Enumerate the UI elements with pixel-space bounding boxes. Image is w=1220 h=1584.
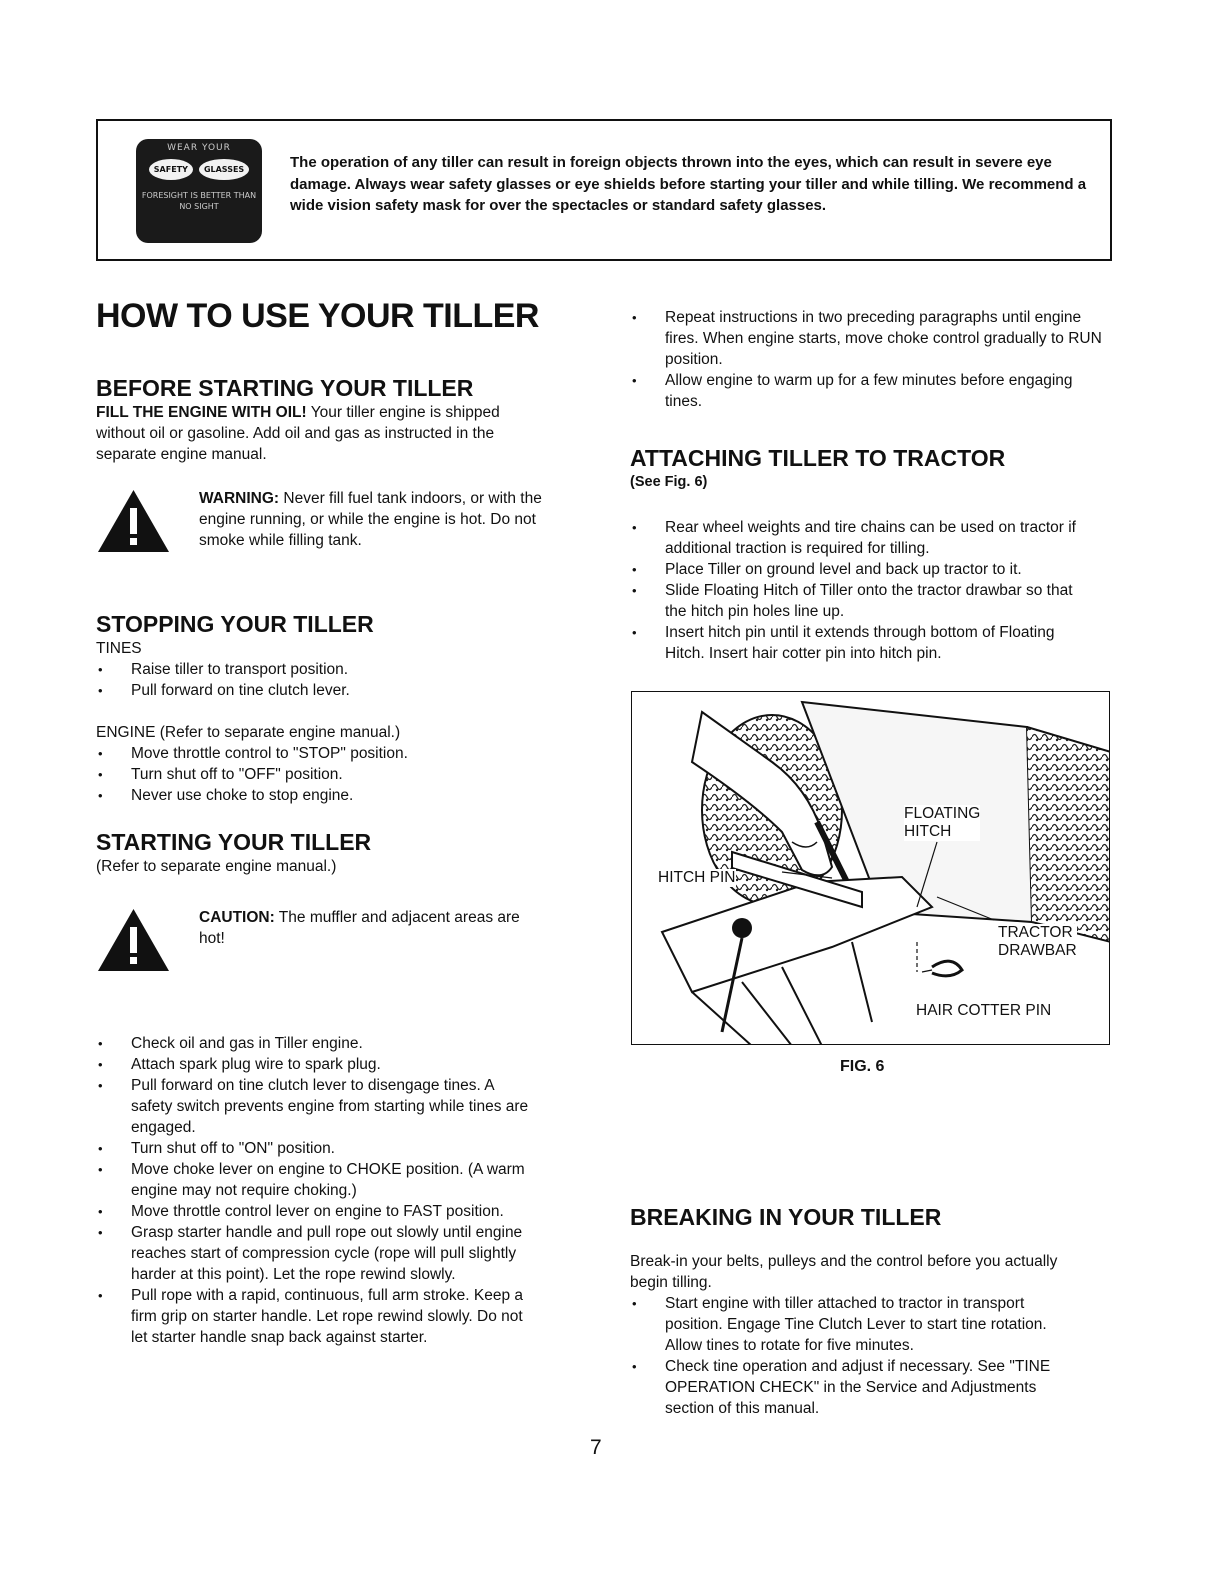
list-item: • Repeat instructions in two preceding paragraphs until engine fires. When engine starts, move choke control gradually to RUN position.	[630, 307, 1110, 370]
list-item: • Turn shut off to "OFF" position.	[96, 764, 586, 785]
list-item: • Check oil and gas in Tiller engine.	[96, 1033, 536, 1054]
right-column	[630, 307, 1110, 664]
list-item: • Allow engine to warm up for a few minutes before engaging tines.	[630, 370, 1110, 412]
floating-hitch-label	[904, 805, 980, 841]
warning-label: WARNING:	[199, 490, 280, 507]
fill-oil-text: Your tiller engine is shipped without oil or gasoline. Add oil and gas as instructed in the separate engine manual.	[96, 404, 500, 463]
breaking-in-intro: Break-in your belts, pulleys and the control before you actually begin tilling.	[630, 1253, 1058, 1291]
list-item: • Raise tiller to transport position.	[96, 659, 586, 680]
page-title: HOW TO USE YOUR TILLER	[96, 297, 539, 335]
list-item: • Move throttle control to "STOP" position.	[96, 743, 586, 764]
breaking-in-heading: BREAKING IN YOUR TILLER	[630, 1204, 942, 1230]
attaching-list	[630, 517, 1090, 664]
list-item: • Pull forward on tine clutch lever.	[96, 680, 586, 701]
engine-list	[96, 743, 586, 806]
list-item: • Attach spark plug wire to spark plug.	[96, 1054, 536, 1075]
muffler-caution	[96, 907, 586, 973]
safety-glasses-badge-icon	[136, 139, 262, 243]
page-number: 7	[590, 1436, 602, 1459]
list-item: • Start engine with tiller attached to tractor in transport position. Engage Tine Clutch Lever to start tine rotation. Allow tines to rotate for five minutes.	[630, 1293, 1080, 1356]
stopping-heading: STOPPING YOUR TILLER	[96, 611, 374, 637]
tractor-drawbar-label	[998, 924, 1077, 960]
figure-caption: FIG. 6	[840, 1058, 885, 1075]
caution-label: CAUTION:	[199, 909, 275, 926]
breaking-in-section	[630, 1204, 1100, 1419]
figure-6	[631, 691, 1110, 1045]
left-column	[96, 296, 586, 1348]
attaching-subtitle: (See Fig. 6)	[630, 474, 708, 490]
attaching-heading: ATTACHING TILLER TO TRACTOR	[630, 445, 1006, 471]
hitch-pin-label: HITCH PIN	[658, 869, 736, 886]
badge-right-lens: GLASSES	[199, 159, 249, 180]
tines-list	[96, 659, 586, 701]
list-item: • Move choke lever on engine to CHOKE position. (A warm engine may not require choking.)	[96, 1159, 536, 1201]
safety-banner-text: The operation of any tiller can result in foreign objects thrown into the eyes, which can result in severe eye damage. Always wear safety glasses or eye shields before starting your tiller and while tilling. We recommend a wide vision safety mask for over the spectacles or standard safety glasses.	[290, 154, 1087, 214]
safety-banner	[96, 119, 1112, 261]
floating-label-line-2: HITCH	[904, 823, 952, 840]
list-item: • Place Tiller on ground level and back up tractor to it.	[630, 559, 1090, 580]
badge-top-text: WEAR YOUR	[167, 143, 231, 153]
list-item: • Move throttle control lever on engine to FAST position.	[96, 1201, 536, 1222]
fill-oil-label: FILL THE ENGINE WITH OIL!	[96, 404, 307, 421]
engine-label: ENGINE (Refer to separate engine manual.)	[96, 724, 401, 741]
list-item: • Pull rope with a rapid, continuous, full arm stroke. Keep a firm grip on starter handle. Let rope rewind slowly. Do not let starter handle snap back against starter.	[96, 1285, 536, 1348]
caution-body: The muffler and adjacent areas are hot!	[199, 909, 520, 947]
list-item: • Insert hitch pin until it extends through bottom of Floating Hitch. Insert hair cotter pin into hitch pin.	[630, 622, 1090, 664]
list-item: • Turn shut off to "ON" position.	[96, 1138, 536, 1159]
list-item: • Rear wheel weights and tire chains can be used on tractor if additional traction is required for tilling.	[630, 517, 1090, 559]
list-item: • Check tine operation and adjust if necessary. See "TINE OPERATION CHECK" in the Service and Adjustments section of this manual.	[630, 1356, 1080, 1419]
fuel-warning	[96, 488, 586, 554]
starting-continued-list	[630, 307, 1110, 412]
badge-bottom-text: FORESIGHT IS BETTER THAN NO SIGHT	[141, 191, 257, 211]
list-item: • Slide Floating Hitch of Tiller onto the tractor drawbar so that the hitch pin holes line up.	[630, 580, 1090, 622]
list-item: • Never use choke to stop engine.	[96, 785, 586, 806]
tines-label: TINES	[96, 640, 142, 657]
breaking-in-list	[630, 1293, 1080, 1419]
before-starting-heading: BEFORE STARTING YOUR TILLER	[96, 375, 474, 401]
caution-text	[199, 907, 529, 949]
hair-cotter-pin-label: HAIR COTTER PIN	[916, 1002, 1052, 1019]
tractor-label-line-1: TRACTOR	[998, 924, 1073, 941]
list-item: • Pull forward on tine clutch lever to disengage tines. A safety switch prevents engine from starting while tines are engaged.	[96, 1075, 536, 1138]
fuel-warning-text	[199, 488, 569, 551]
floating-label-line-1: FLOATING	[904, 805, 981, 822]
starting-heading: STARTING YOUR TILLER	[96, 829, 372, 855]
badge-left-lens: SAFETY	[149, 159, 193, 180]
caution-triangle-icon	[96, 907, 171, 973]
before-starting-text	[96, 402, 516, 465]
starting-list	[96, 1033, 536, 1348]
warning-triangle-icon	[96, 488, 171, 554]
starting-subtitle: (Refer to separate engine manual.)	[96, 858, 337, 875]
warning-body: Never fill fuel tank indoors, or with the engine running, or while the engine is hot. Do not smoke while filling tank.	[199, 490, 542, 549]
tractor-label-line-2: DRAWBAR	[998, 942, 1077, 959]
list-item: • Grasp starter handle and pull rope out slowly until engine reaches start of compression cycle (rope will pull slightly harder at this point). Let the rope rewind slowly.	[96, 1222, 536, 1285]
